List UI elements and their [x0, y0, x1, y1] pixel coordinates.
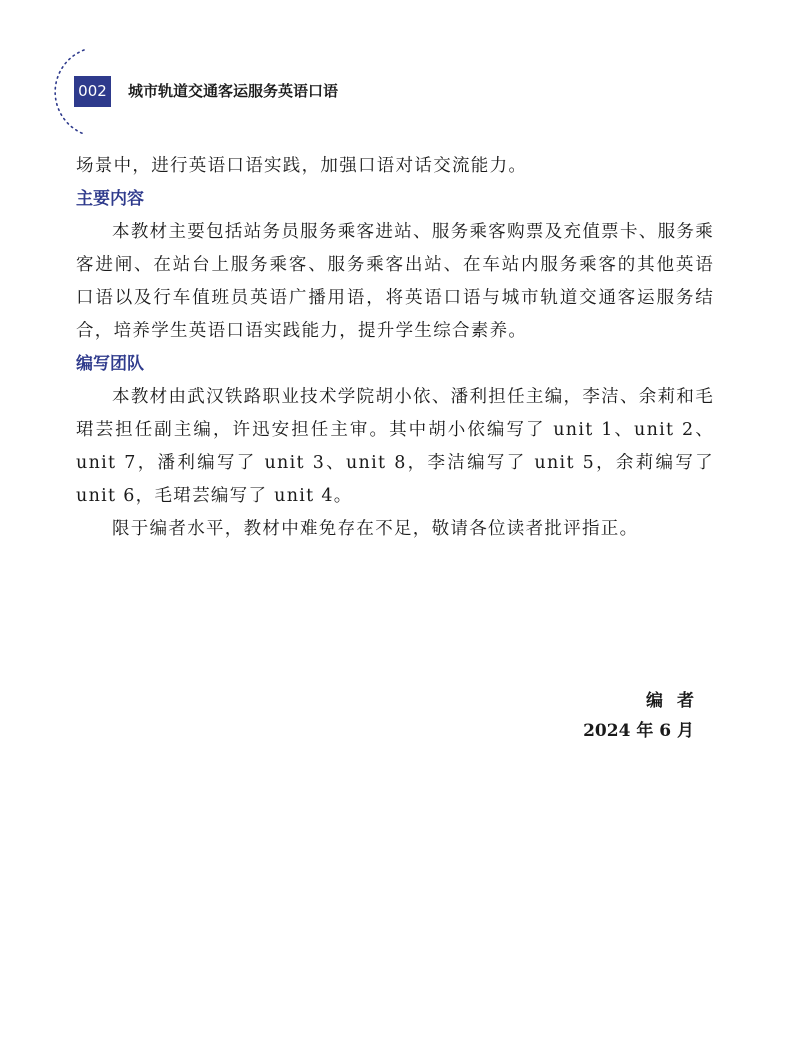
- section-heading-main-content: 主要内容: [76, 189, 144, 209]
- signature-block: [583, 686, 708, 746]
- intro-paragraph: 场景中，进行英语口语实践，加强口语对话交流能力。: [76, 156, 528, 176]
- closing-paragraph: 限于编者水平，教材中难免存在不足，敬请各位读者批评指正。: [112, 519, 639, 539]
- page-number-badge: 002: [74, 76, 111, 107]
- running-title: 城市轨道交通客运服务英语口语: [128, 82, 339, 100]
- signature-author: 编者: [646, 691, 708, 711]
- section-heading-team: 编写团队: [76, 354, 144, 374]
- decorative-dotted-arc: [0, 0, 140, 150]
- team-paragraph: 本教材由武汉铁路职业技术学院胡小依、潘利担任主编，李洁、余莉和毛珺芸担任副主编，许迅安担任主审。其中胡小依编写了 unit 1、unit 2、unit 7，潘利编写了 unit 3、unit 8，李洁编写了 unit 5，余莉编写了 unit 6，毛珺芸编写了 unit 4。: [76, 387, 714, 506]
- signature-date: 2024 年 6 月: [583, 721, 694, 741]
- main-content-paragraph: 本教材主要包括站务员服务乘客进站、服务乘客购票及充值票卡、服务乘客进闸、在站台上服务乘客、服务乘客出站、在车站内服务乘客的其他英语口语以及行车值班员英语广播用语，将英语口语与城市轨道交通客运服务结合，培养学生英语口语实践能力，提升学生综合素养。: [76, 222, 714, 341]
- page-content: [76, 150, 714, 546]
